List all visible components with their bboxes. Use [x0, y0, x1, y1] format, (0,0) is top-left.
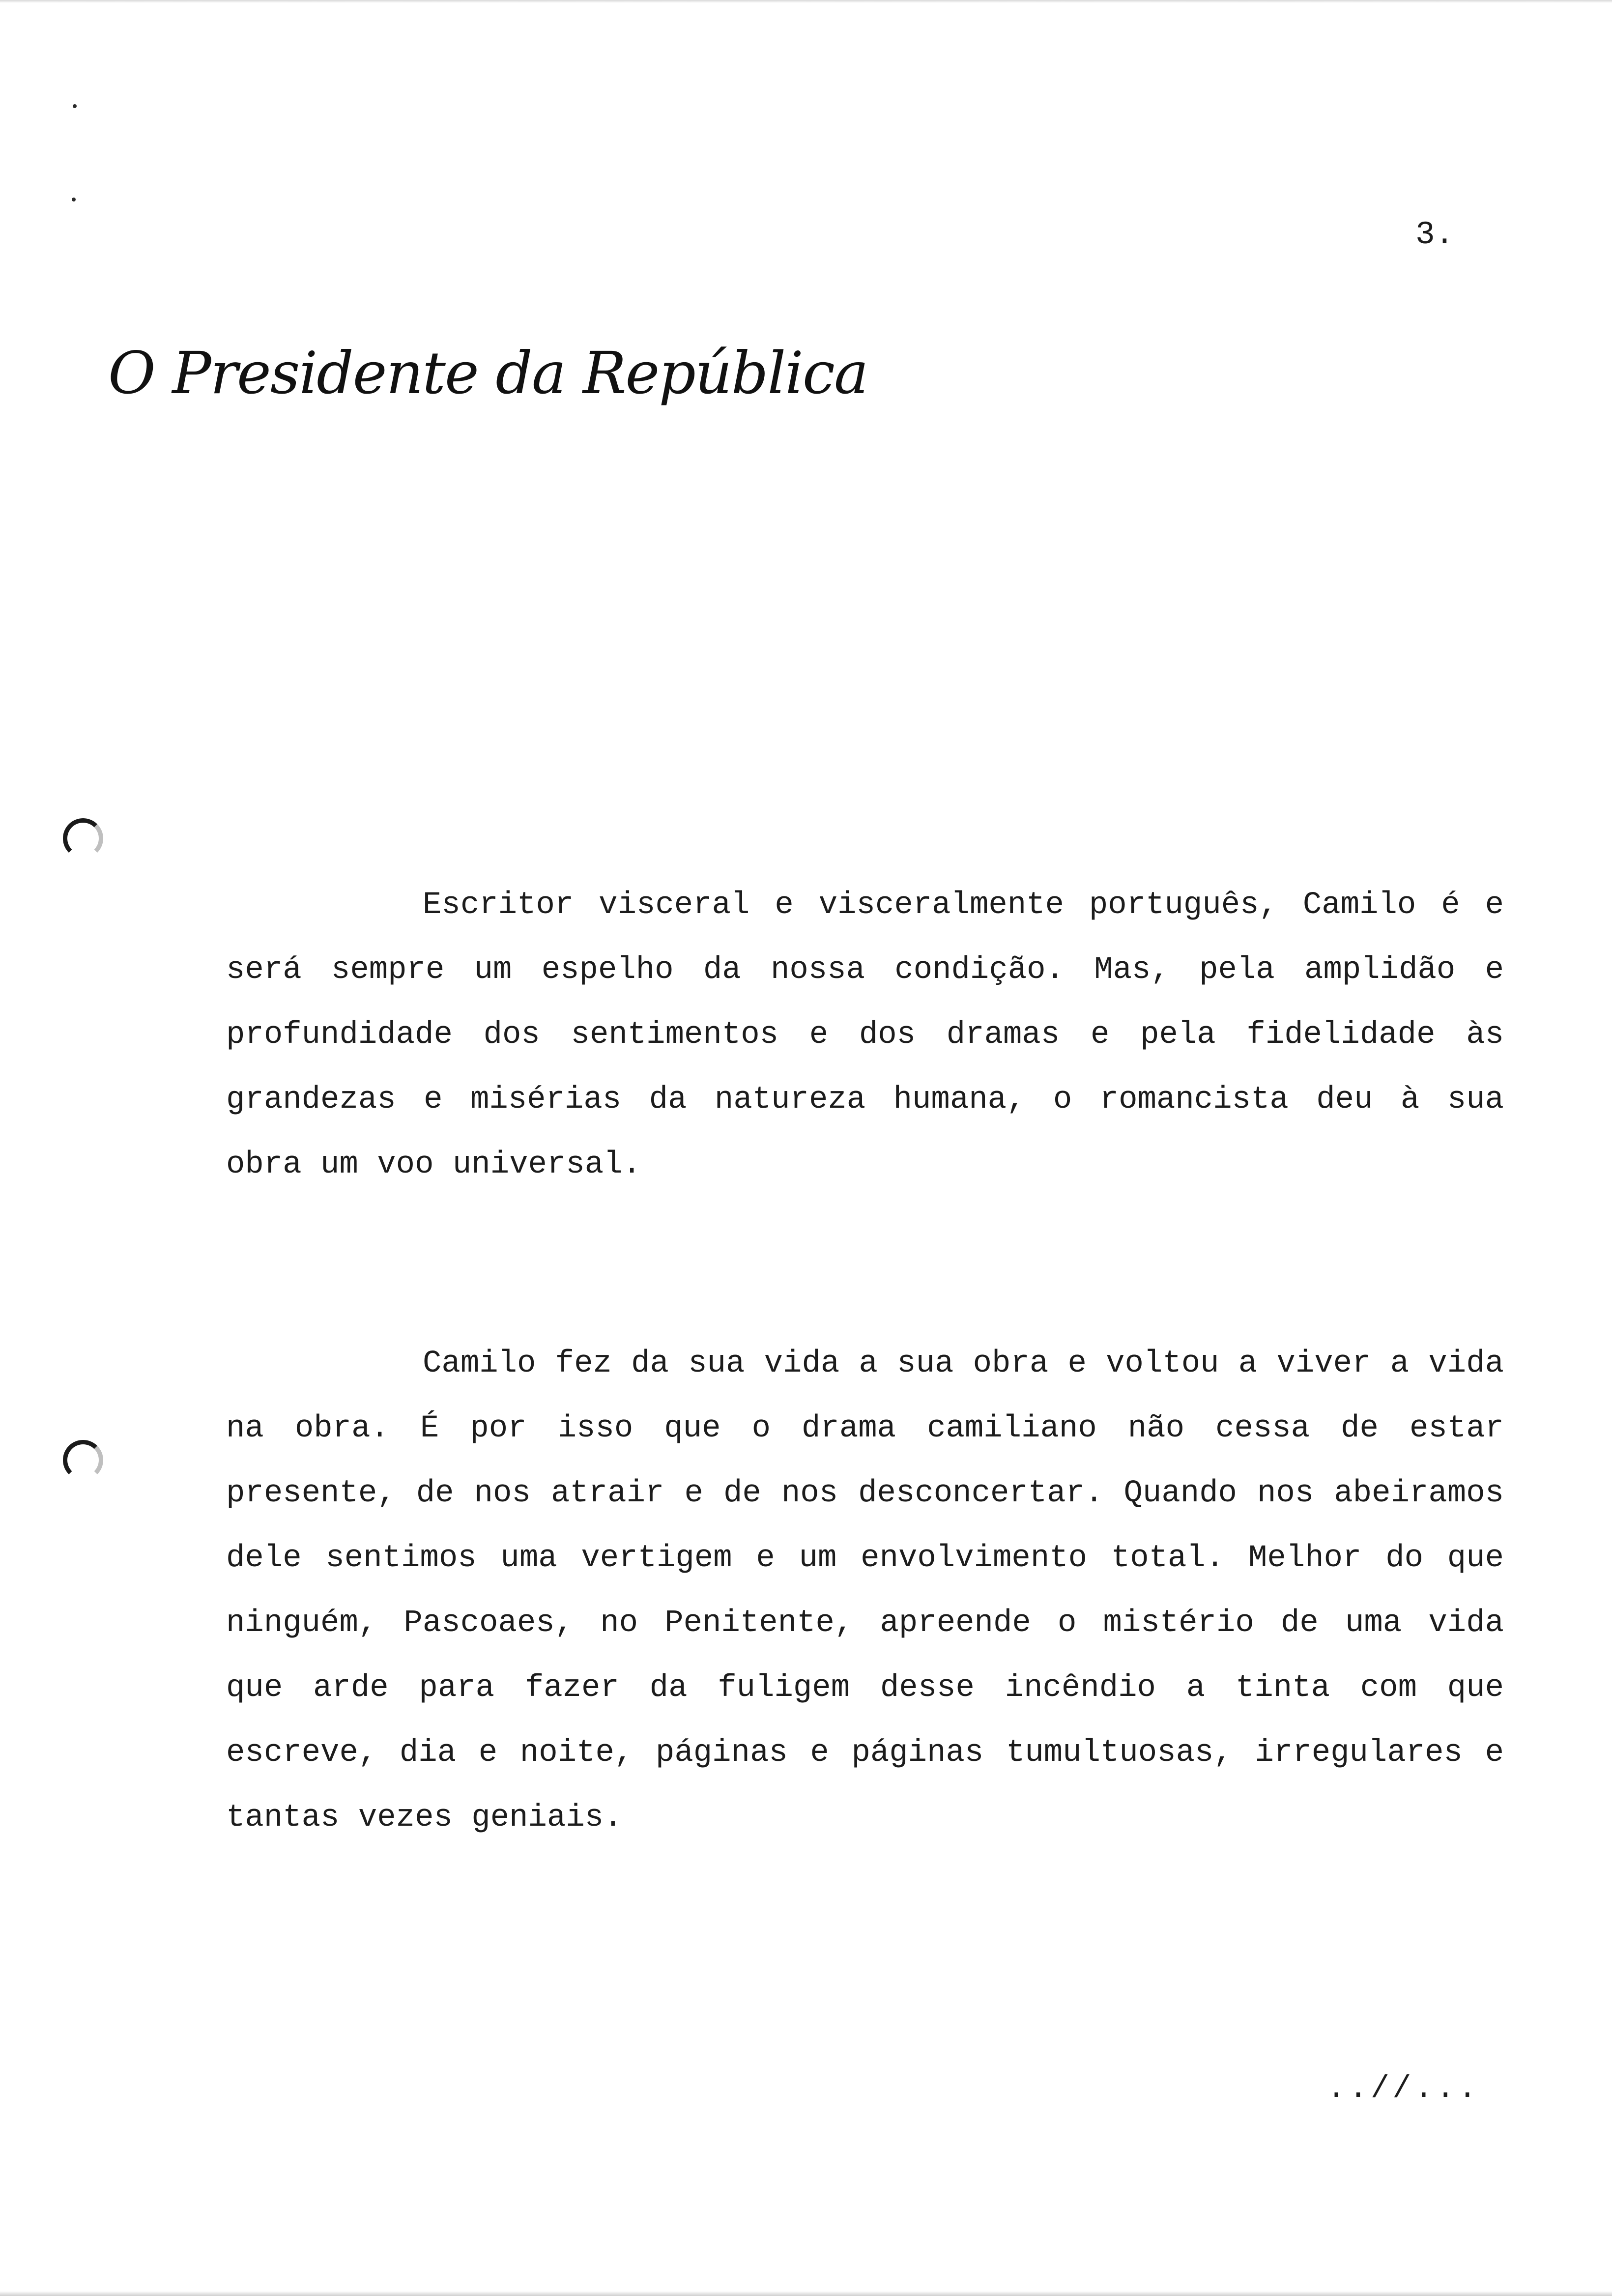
letterhead-title: O Presidente da República: [108, 339, 868, 407]
punch-hole-icon: [63, 1440, 103, 1480]
body-paragraph-2: Camilo fez da sua vida a sua obra e voltou a viver a vida na obra. É por isso que o drama camiliano não cessa de estar presente, de nos atrair e de nos desconcertar. Quando nos abeiramos dele sentimos uma vertigem e um envolvimento total. Melhor do que ninguém, Pascoaes, no Penitente, apreende o mistério de uma vida que arde para fazer da fuligem desse incêndio a tinta com que escreve, dia e noite, páginas e páginas tumultuosas, irregulares e tantas vezes geniais.: [226, 1346, 1504, 1836]
paper-speck: [72, 198, 76, 201]
continuation-mark: ..//...: [1327, 2071, 1480, 2107]
page-number: 3.: [1415, 216, 1455, 253]
paper-speck: [73, 104, 77, 108]
page-top-edge: [0, 0, 1612, 3]
body-paragraph-1: Escritor visceral e visceralmente português, Camilo é e será sempre um espelho da nossa condição. Mas, pela amplidão e profundidade dos sentimentos e dos dramas e pela fidelidade às grandezas e misérias da natureza humana, o romancista deu à sua obra um voo universal.: [226, 888, 1504, 1182]
page-bottom-edge: [0, 2291, 1612, 2296]
punch-hole-icon: [63, 818, 103, 859]
